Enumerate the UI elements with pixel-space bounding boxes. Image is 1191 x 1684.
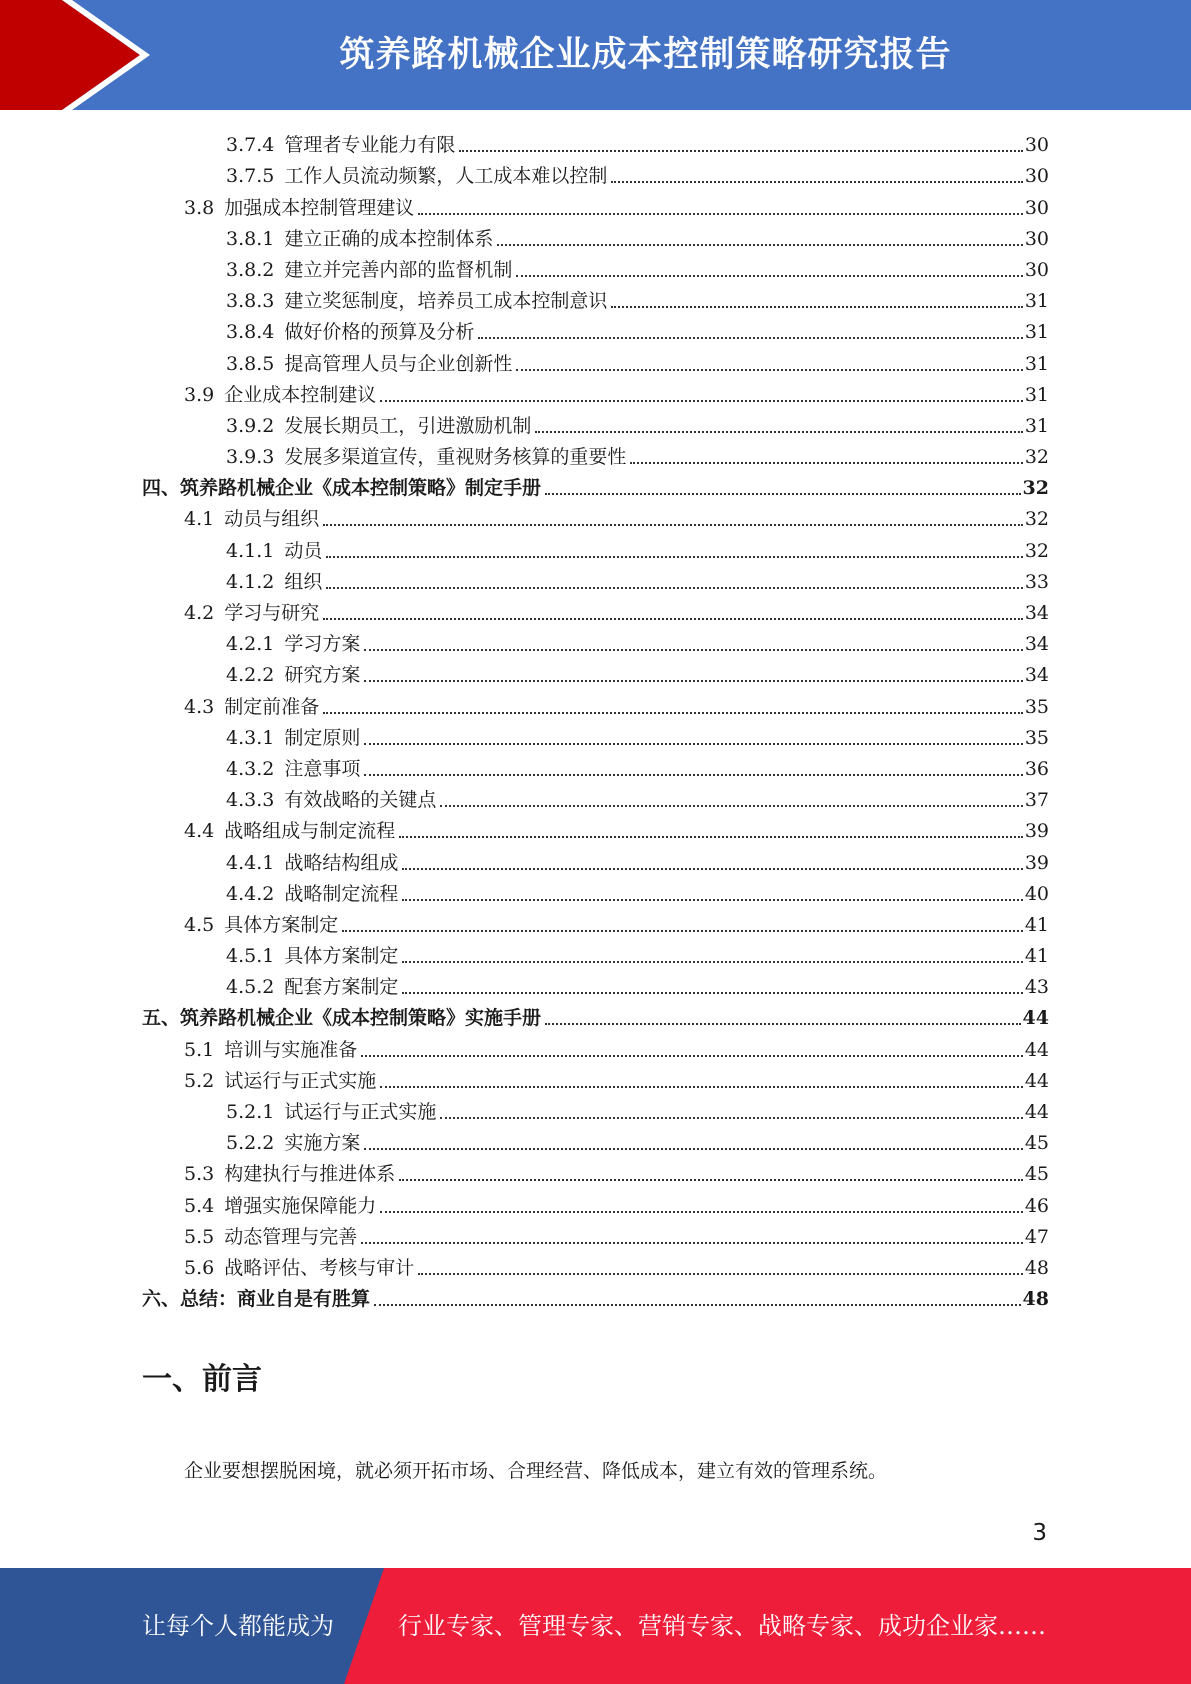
toc-entry-page: 47: [1024, 1225, 1049, 1248]
toc-entry-page: 31: [1024, 414, 1049, 437]
toc-dot-leader: [402, 992, 1022, 994]
toc-entry[interactable]: [0, 565, 1191, 596]
footer-slogan-left: 让每个人都能成为: [142, 1612, 334, 1640]
toc-entry-label: 六、总结：商业自是有胜算: [142, 1288, 371, 1311]
toc-entry-label: 发展多渠道宣传，重视财务核算的重要性: [284, 446, 627, 469]
toc-entry-label: 培训与实施准备: [224, 1038, 358, 1061]
toc-entry[interactable]: [0, 783, 1191, 814]
toc-entry-page: 30: [1024, 258, 1049, 281]
toc-entry-label: 战略制定流程: [284, 882, 399, 905]
toc-dot-leader: [364, 774, 1022, 776]
toc-dot-leader: [478, 337, 1022, 339]
toc-entry[interactable]: [0, 471, 1191, 502]
toc-entry-page: 39: [1024, 820, 1049, 843]
toc-entry-page: 44: [1024, 1038, 1049, 1061]
page-number: 3: [1032, 1520, 1047, 1546]
toc-entry-number: 4.5: [184, 913, 215, 936]
toc-entry-number: 3.8.4: [226, 321, 275, 344]
toc-dot-leader: [323, 524, 1023, 526]
footer-slogan-right: 行业专家、管理专家、营销专家、战略专家、成功企业家……: [398, 1612, 1046, 1640]
toc-entry-number: 4.4: [184, 820, 215, 843]
toc-dot-leader: [440, 805, 1022, 807]
toc-entry-page: 44: [1024, 1069, 1049, 1092]
toc-entry-page: 40: [1024, 882, 1049, 905]
toc-entry[interactable]: [0, 409, 1191, 440]
toc-entry-page: 31: [1024, 383, 1049, 406]
toc-entry-number: 3.8.2: [226, 258, 275, 281]
toc-dot-leader: [361, 1242, 1023, 1244]
section-heading: 一、前言: [142, 1362, 262, 1397]
toc-entry-page: 39: [1024, 851, 1049, 874]
toc-entry-number: 4.4.1: [226, 851, 275, 874]
toc-entry-label: 五、筑养路机械企业《成本控制策略》实施手册: [142, 1007, 542, 1030]
toc-entry-number: 5.3: [184, 1163, 215, 1186]
toc-entry-page: 35: [1024, 726, 1049, 749]
toc-dot-leader: [611, 306, 1022, 308]
toc-entry-number: 4.4.2: [226, 882, 275, 905]
toc-dot-leader: [440, 1117, 1022, 1119]
toc-entry[interactable]: [0, 253, 1191, 284]
toc-entry-number: 3.8.5: [226, 352, 275, 375]
toc-dot-leader: [418, 213, 1023, 215]
toc-entry-label: 研究方案: [284, 664, 361, 687]
toc-entry[interactable]: [0, 378, 1191, 409]
toc-entry-label: 工作人员流动频繁，人工成本难以控制: [284, 165, 608, 188]
page-footer: [0, 1568, 1191, 1684]
toc-entry[interactable]: [0, 627, 1191, 658]
page-header: [0, 0, 1191, 110]
toc-entry-label: 动员: [284, 539, 323, 562]
toc-entry-label: 学习与研究: [224, 602, 320, 624]
toc-entry-page: 45: [1024, 1163, 1049, 1186]
toc-entry[interactable]: [0, 939, 1191, 970]
toc-entry-number: 5.2.1: [226, 1101, 275, 1123]
toc-entry-label: 战略评估、考核与审计: [224, 1256, 415, 1279]
toc-entry-page: 31: [1024, 352, 1049, 375]
toc-entry[interactable]: [0, 1095, 1191, 1126]
toc-entry[interactable]: [0, 128, 1191, 159]
toc-entry-page: 37: [1024, 789, 1049, 812]
toc-entry-label: 制定前准备: [224, 695, 320, 718]
toc-entry-page: 32: [1024, 508, 1049, 531]
toc-entry-number: 3.8.1: [226, 227, 275, 250]
toc-dot-leader: [374, 1304, 1021, 1306]
toc-entry-number: 3.9.2: [226, 414, 275, 437]
toc-entry-number: 4.5.1: [226, 945, 275, 968]
toc-dot-leader: [402, 961, 1022, 963]
toc-entry[interactable]: [0, 1032, 1191, 1063]
toc-dot-leader: [380, 400, 1023, 402]
toc-entry[interactable]: [0, 222, 1191, 253]
toc-entry[interactable]: [0, 1157, 1191, 1188]
toc-dot-leader: [418, 1273, 1023, 1275]
toc-entry-page: 48: [1022, 1288, 1049, 1311]
toc-entry-number: 4.3.3: [226, 789, 275, 812]
toc-dot-leader: [380, 1211, 1023, 1213]
toc-entry-page: 32: [1024, 539, 1049, 562]
toc-entry[interactable]: [0, 159, 1191, 190]
toc-entry-label: 具体方案制定: [284, 945, 399, 968]
toc-entry-number: 4.2: [184, 602, 215, 624]
toc-entry-number: 3.8.3: [226, 290, 275, 313]
toc-entry-page: 31: [1024, 290, 1049, 313]
table-of-contents: [0, 128, 1191, 1313]
toc-entry-number: 4.2.2: [226, 664, 275, 687]
toc-dot-leader: [399, 1179, 1023, 1181]
toc-entry-number: 3.9: [184, 383, 215, 406]
toc-entry-page: 31: [1024, 321, 1049, 344]
toc-entry-number: 3.8: [184, 196, 215, 219]
toc-entry[interactable]: [0, 658, 1191, 689]
toc-entry-label: 制定原则: [284, 726, 361, 749]
toc-dot-leader: [326, 556, 1022, 558]
body-paragraph: 企业要想摆脱困境，就必须开拓市场、合理经营、降低成本，建立有效的管理系统。: [184, 1460, 888, 1482]
toc-entry-number: 4.3.2: [226, 757, 275, 780]
toc-entry-label: 试运行与正式实施: [224, 1069, 377, 1092]
toc-entry-label: 注意事项: [284, 757, 361, 780]
toc-entry[interactable]: [0, 689, 1191, 720]
toc-entry-page: 48: [1024, 1256, 1049, 1279]
toc-entry[interactable]: [0, 315, 1191, 346]
toc-entry[interactable]: [0, 284, 1191, 315]
toc-entry[interactable]: [0, 908, 1191, 939]
toc-entry-label: 战略结构组成: [284, 851, 399, 874]
toc-entry-label: 有效战略的关键点: [284, 789, 437, 812]
toc-dot-leader: [399, 836, 1023, 838]
toc-entry-number: 5.5: [184, 1225, 215, 1248]
toc-entry-number: 4.1: [184, 508, 215, 531]
toc-entry-label: 做好价格的预算及分析: [284, 321, 475, 344]
toc-entry-label: 建立正确的成本控制体系: [284, 227, 494, 250]
toc-entry-page: 43: [1024, 976, 1049, 999]
toc-entry-page: 34: [1024, 664, 1049, 687]
toc-entry-label: 管理者专业能力有限: [284, 134, 456, 157]
toc-dot-leader: [497, 244, 1022, 246]
toc-entry-number: 5.1: [184, 1038, 215, 1061]
toc-entry[interactable]: [0, 440, 1191, 471]
toc-entry-number: 3.7.5: [226, 165, 275, 188]
toc-dot-leader: [535, 431, 1022, 433]
toc-dot-leader: [630, 462, 1022, 464]
toc-dot-leader: [323, 618, 1023, 620]
toc-entry-number: 3.7.4: [226, 134, 275, 157]
toc-entry-number: 5.2: [184, 1069, 215, 1092]
toc-entry-page: 32: [1022, 477, 1049, 500]
toc-dot-leader: [545, 493, 1021, 495]
toc-entry-page: 30: [1024, 196, 1049, 219]
toc-dot-leader: [364, 1148, 1022, 1150]
toc-entry-label: 配套方案制定: [284, 976, 399, 999]
toc-entry-page: 41: [1024, 945, 1049, 968]
toc-dot-leader: [380, 1086, 1023, 1088]
toc-entry-number: 5.6: [184, 1256, 215, 1279]
toc-entry[interactable]: [0, 533, 1191, 564]
toc-entry[interactable]: [0, 845, 1191, 876]
toc-entry-label: 动员与组织: [224, 508, 320, 531]
toc-entry-number: 4.3.1: [226, 726, 275, 749]
toc-entry-label: 加强成本控制管理建议: [224, 196, 415, 219]
toc-dot-leader: [326, 587, 1022, 589]
toc-dot-leader: [342, 930, 1023, 932]
toc-entry-page: 35: [1024, 695, 1049, 718]
toc-entry-page: 46: [1024, 1194, 1049, 1217]
toc-entry-number: 5.2.2: [226, 1132, 275, 1155]
toc-dot-leader: [516, 369, 1022, 371]
toc-entry[interactable]: [0, 502, 1191, 533]
toc-entry-page: 30: [1024, 227, 1049, 250]
toc-entry[interactable]: [0, 1064, 1191, 1095]
toc-entry-label: 试运行与正式实施: [284, 1101, 437, 1123]
toc-entry[interactable]: [0, 721, 1191, 752]
toc-dot-leader: [361, 1055, 1023, 1057]
toc-entry-page: 36: [1024, 757, 1049, 780]
toc-entry[interactable]: [0, 970, 1191, 1001]
toc-entry-number: 4.2.1: [226, 633, 275, 656]
toc-entry-page: 34: [1024, 602, 1049, 624]
toc-dot-leader: [402, 868, 1022, 870]
toc-entry-page: 45: [1024, 1132, 1049, 1155]
toc-entry-label: 增强实施保障能力: [224, 1194, 377, 1217]
toc-entry-page: 44: [1022, 1007, 1049, 1030]
toc-entry-page: 32: [1024, 446, 1049, 469]
toc-dot-leader: [364, 649, 1022, 651]
toc-entry[interactable]: [0, 596, 1191, 627]
toc-entry-label: 企业成本控制建议: [224, 383, 377, 406]
toc-entry[interactable]: [0, 1282, 1191, 1313]
toc-entry-label: 战略组成与制定流程: [224, 820, 396, 843]
toc-entry-number: 4.1.2: [226, 570, 275, 593]
toc-entry-number: 4.3: [184, 695, 215, 718]
toc-entry[interactable]: [0, 1188, 1191, 1219]
toc-entry-label: 建立奖惩制度，培养员工成本控制意识: [284, 290, 608, 313]
toc-entry-number: 5.4: [184, 1194, 215, 1217]
toc-entry-label: 具体方案制定: [224, 913, 339, 936]
toc-dot-leader: [611, 181, 1022, 183]
header-arrow-decoration: [0, 0, 150, 110]
toc-entry-page: 41: [1024, 913, 1049, 936]
toc-entry[interactable]: [0, 752, 1191, 783]
toc-dot-leader: [323, 712, 1023, 714]
toc-entry-label: 提高管理人员与企业创新性: [284, 352, 513, 375]
toc-dot-leader: [364, 680, 1022, 682]
toc-entry-label: 组织: [284, 570, 323, 593]
toc-entry-label: 学习方案: [284, 633, 361, 656]
toc-entry-label: 建立并完善内部的监督机制: [284, 258, 513, 281]
toc-entry-page: 33: [1024, 570, 1049, 593]
toc-entry[interactable]: [0, 814, 1191, 845]
toc-entry-page: 34: [1024, 633, 1049, 656]
report-title: 筑养路机械企业成本控制策略研究报告: [339, 35, 952, 75]
toc-entry-label: 动态管理与完善: [224, 1225, 358, 1248]
toc-entry-page: 44: [1024, 1101, 1049, 1123]
toc-entry[interactable]: [0, 1251, 1191, 1282]
toc-entry-number: 4.1.1: [226, 539, 275, 562]
toc-entry-number: 3.9.3: [226, 446, 275, 469]
toc-dot-leader: [545, 1023, 1021, 1025]
toc-entry[interactable]: [0, 1220, 1191, 1251]
toc-dot-leader: [402, 899, 1022, 901]
toc-entry-page: 30: [1024, 134, 1049, 157]
toc-dot-leader: [459, 150, 1022, 152]
toc-entry-label: 发展长期员工，引进激励机制: [284, 414, 532, 437]
toc-entry-label: 实施方案: [284, 1132, 361, 1155]
toc-dot-leader: [516, 275, 1022, 277]
toc-entry[interactable]: [0, 1126, 1191, 1157]
toc-dot-leader: [364, 743, 1022, 745]
toc-entry-number: 4.5.2: [226, 976, 275, 999]
toc-entry[interactable]: [0, 190, 1191, 221]
toc-entry-label: 四、筑养路机械企业《成本控制策略》制定手册: [142, 477, 542, 500]
toc-entry[interactable]: [0, 1001, 1191, 1032]
toc-entry[interactable]: [0, 877, 1191, 908]
toc-entry-page: 30: [1024, 165, 1049, 188]
toc-entry-label: 构建执行与推进体系: [224, 1163, 396, 1186]
toc-entry[interactable]: [0, 346, 1191, 377]
